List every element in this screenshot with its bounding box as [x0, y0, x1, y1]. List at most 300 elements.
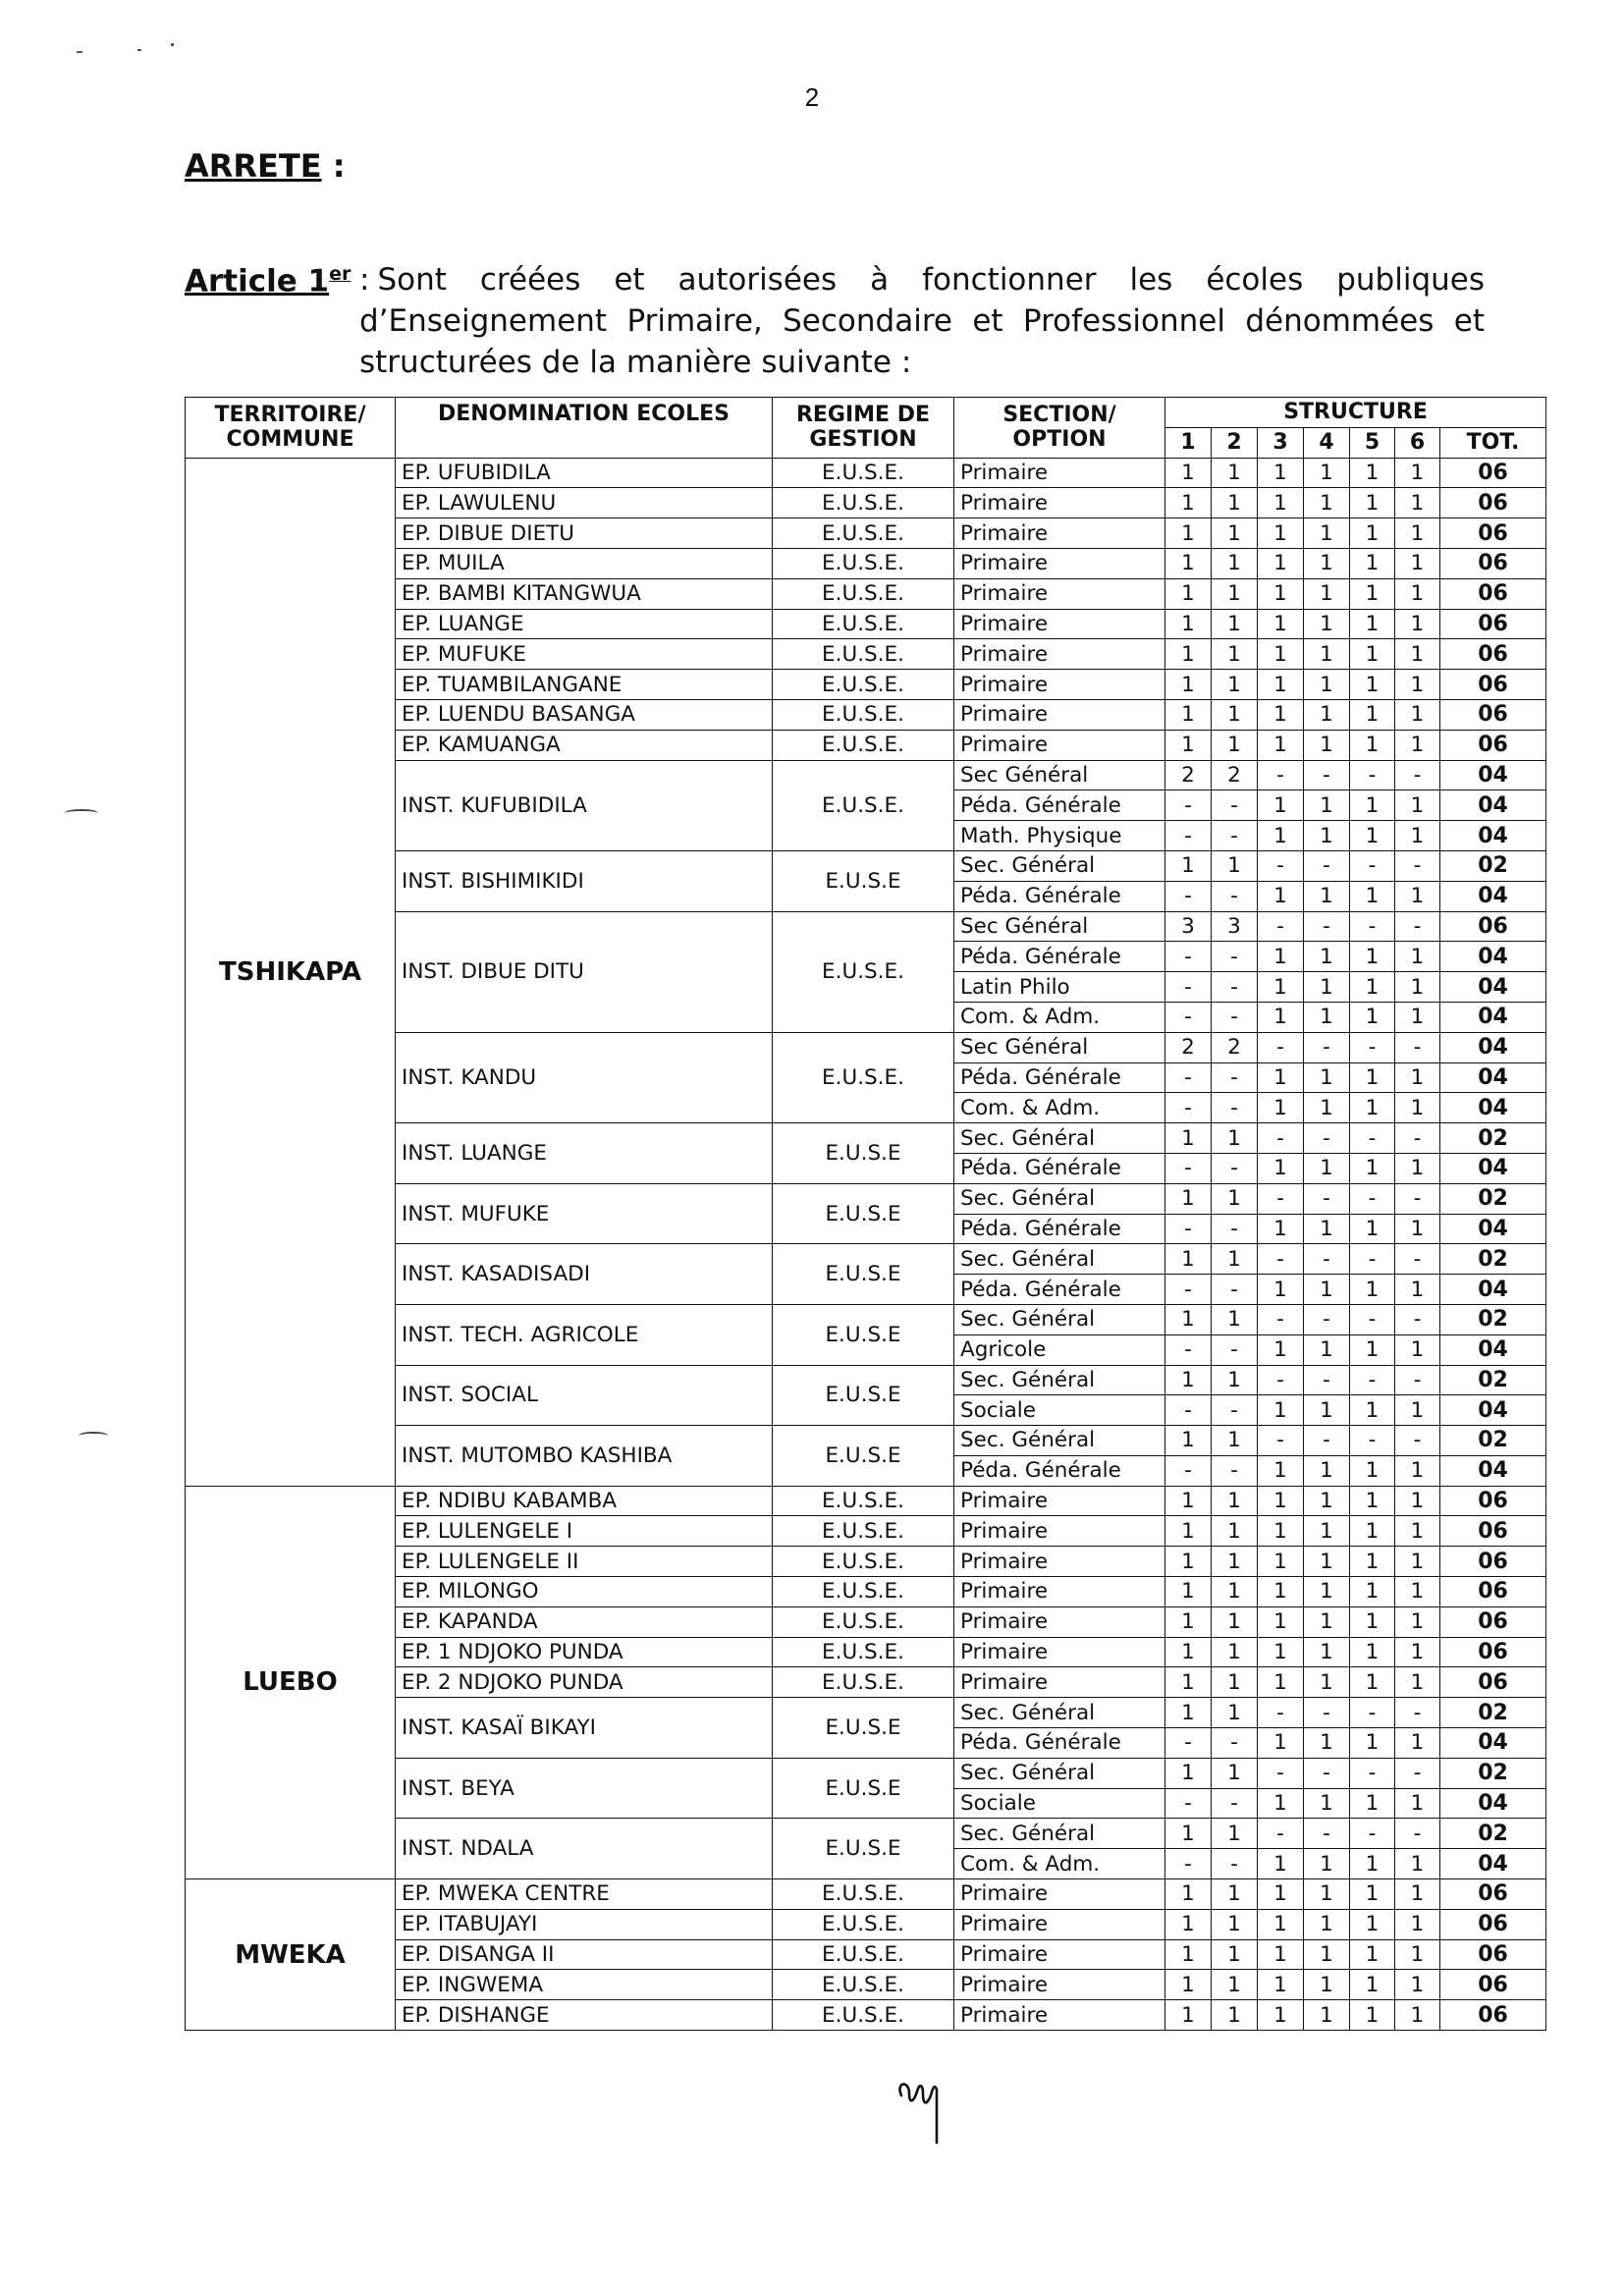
structure-cell-4: 1 [1304, 699, 1350, 730]
structure-cell-1: 1 [1165, 1244, 1212, 1275]
structure-cell-2: - [1212, 942, 1258, 972]
section-cell: Sec. Général [954, 1304, 1165, 1334]
structure-cell-3: 1 [1258, 1909, 1304, 1939]
structure-cell-3: 1 [1258, 1153, 1304, 1183]
header-col-1: 1 [1165, 427, 1212, 458]
structure-cell-1: 1 [1165, 488, 1212, 518]
section-cell: Primaire [954, 1577, 1165, 1607]
total-cell: 04 [1440, 1032, 1546, 1062]
structure-cell-1: 1 [1165, 578, 1212, 609]
structure-cell-5: - [1350, 1183, 1395, 1214]
regime-cell: E.U.S.E. [773, 1909, 954, 1939]
structure-cell-5: - [1350, 1426, 1395, 1456]
structure-cell-2: 1 [1212, 1486, 1258, 1516]
header-col-4: 4 [1304, 427, 1350, 458]
total-cell: 06 [1440, 518, 1546, 549]
section-cell: Sec Général [954, 1032, 1165, 1062]
total-cell: 04 [1440, 972, 1546, 1003]
total-cell: 06 [1440, 1547, 1546, 1577]
structure-cell-4: 1 [1304, 458, 1350, 488]
total-cell: 06 [1440, 1970, 1546, 2000]
structure-cell-3: 1 [1258, 699, 1304, 730]
structure-cell-4: 1 [1304, 639, 1350, 670]
structure-cell-1: 1 [1165, 458, 1212, 488]
structure-cell-3: 1 [1258, 1667, 1304, 1698]
structure-cell-4: - [1304, 1698, 1350, 1728]
regime-cell: E.U.S.E. [773, 1486, 954, 1516]
section-cell: Primaire [954, 1486, 1165, 1516]
section-cell: Primaire [954, 2000, 1165, 2031]
structure-cell-1: 1 [1165, 1365, 1212, 1395]
structure-cell-6: - [1395, 1032, 1440, 1062]
structure-cell-5: 1 [1350, 488, 1395, 518]
structure-cell-2: - [1212, 1214, 1258, 1244]
structure-cell-3: 1 [1258, 670, 1304, 700]
structure-cell-6: 1 [1395, 1516, 1440, 1547]
structure-cell-2: 1 [1212, 488, 1258, 518]
total-cell: 06 [1440, 1667, 1546, 1698]
structure-cell-4: - [1304, 1304, 1350, 1334]
structure-cell-6: 1 [1395, 1788, 1440, 1819]
total-cell: 06 [1440, 1606, 1546, 1637]
section-cell: Primaire [954, 730, 1165, 760]
section-cell: Sec. Général [954, 1183, 1165, 1214]
structure-cell-1: 1 [1165, 548, 1212, 578]
structure-cell-3: 1 [1258, 1516, 1304, 1547]
section-cell: Primaire [954, 1637, 1165, 1667]
section-cell: Agricole [954, 1334, 1165, 1365]
article-label-text: Article 1 [185, 263, 330, 299]
school-name: INST. DIBUE DITU [396, 911, 773, 1032]
total-cell: 06 [1440, 1486, 1546, 1516]
total-cell: 06 [1440, 1939, 1546, 1970]
structure-cell-2: 1 [1212, 850, 1258, 881]
section-cell: Primaire [954, 488, 1165, 518]
header-denomination: DENOMINATION ECOLES [396, 398, 773, 459]
structure-cell-5: - [1350, 1032, 1395, 1062]
structure-cell-1: 1 [1165, 1606, 1212, 1637]
school-name: INST. LUANGE [396, 1123, 773, 1184]
article-label-sup: er [329, 263, 352, 285]
structure-cell-4: 1 [1304, 942, 1350, 972]
structure-cell-5: - [1350, 1698, 1395, 1728]
total-cell: 02 [1440, 1426, 1546, 1456]
section-cell: Primaire [954, 1909, 1165, 1939]
decree-heading-text: ARRETE [185, 147, 322, 185]
structure-cell-3: 1 [1258, 1062, 1304, 1093]
structure-cell-5: 1 [1350, 1486, 1395, 1516]
regime-cell: E.U.S.E. [773, 760, 954, 850]
structure-cell-1: 1 [1165, 730, 1212, 760]
structure-cell-6: - [1395, 1758, 1440, 1788]
structure-cell-3: - [1258, 1426, 1304, 1456]
regime-cell: E.U.S.E. [773, 1637, 954, 1667]
structure-cell-2: 1 [1212, 1909, 1258, 1939]
structure-cell-5: 1 [1350, 548, 1395, 578]
structure-cell-1: 1 [1165, 1486, 1212, 1516]
structure-cell-3: 1 [1258, 1879, 1304, 1910]
structure-cell-1: 1 [1165, 1547, 1212, 1577]
structure-cell-3: 1 [1258, 1093, 1304, 1123]
structure-cell-4: 1 [1304, 881, 1350, 911]
structure-cell-3: - [1258, 1698, 1304, 1728]
regime-cell: E.U.S.E. [773, 609, 954, 639]
section-cell: Péda. Générale [954, 790, 1165, 821]
school-name: EP. MWEKA CENTRE [396, 1879, 773, 1910]
structure-cell-2: 1 [1212, 1879, 1258, 1910]
section-cell: Primaire [954, 578, 1165, 609]
structure-cell-1: 1 [1165, 670, 1212, 700]
structure-cell-1: 1 [1165, 609, 1212, 639]
structure-cell-5: 1 [1350, 1062, 1395, 1093]
structure-cell-3: 1 [1258, 1577, 1304, 1607]
structure-cell-4: 1 [1304, 1062, 1350, 1093]
structure-cell-6: - [1395, 1244, 1440, 1275]
regime-cell: E.U.S.E [773, 1304, 954, 1365]
structure-cell-6: 1 [1395, 1395, 1440, 1426]
section-cell: Primaire [954, 518, 1165, 549]
structure-cell-1: 1 [1165, 1758, 1212, 1788]
structure-cell-6: 1 [1395, 1577, 1440, 1607]
structure-cell-6: 1 [1395, 1002, 1440, 1032]
structure-cell-6: - [1395, 1304, 1440, 1334]
structure-cell-2: - [1212, 881, 1258, 911]
total-cell: 06 [1440, 639, 1546, 670]
structure-cell-1: 1 [1165, 518, 1212, 549]
structure-cell-3: 1 [1258, 881, 1304, 911]
structure-cell-3: 1 [1258, 1395, 1304, 1426]
total-cell: 06 [1440, 1879, 1546, 1910]
structure-cell-4: - [1304, 1123, 1350, 1154]
structure-cell-3: 1 [1258, 790, 1304, 821]
structure-cell-3: 1 [1258, 518, 1304, 549]
section-cell: Sec. Général [954, 1758, 1165, 1788]
table-row [186, 458, 1546, 488]
structure-cell-6: 1 [1395, 1214, 1440, 1244]
structure-cell-3: 1 [1258, 639, 1304, 670]
structure-cell-5: - [1350, 1758, 1395, 1788]
structure-cell-5: 1 [1350, 1093, 1395, 1123]
structure-cell-2: 1 [1212, 1123, 1258, 1154]
structure-cell-6: - [1395, 850, 1440, 881]
structure-cell-4: 1 [1304, 1849, 1350, 1879]
structure-cell-6: 1 [1395, 972, 1440, 1003]
structure-cell-5: 1 [1350, 942, 1395, 972]
structure-cell-4: 1 [1304, 790, 1350, 821]
structure-cell-3: 1 [1258, 1637, 1304, 1667]
structure-cell-6: 1 [1395, 670, 1440, 700]
structure-cell-3: - [1258, 911, 1304, 942]
structure-cell-5: 1 [1350, 1516, 1395, 1547]
regime-cell: E.U.S.E. [773, 639, 954, 670]
structure-cell-2: 1 [1212, 1939, 1258, 1970]
structure-cell-5: 1 [1350, 1879, 1395, 1910]
structure-cell-1: - [1165, 1455, 1212, 1486]
regime-cell: E.U.S.E. [773, 1939, 954, 1970]
structure-cell-6: 1 [1395, 1093, 1440, 1123]
section-cell: Sec. Général [954, 1426, 1165, 1456]
structure-cell-6: 1 [1395, 639, 1440, 670]
scan-speck [77, 51, 82, 53]
total-cell: 06 [1440, 1577, 1546, 1607]
regime-cell: E.U.S.E. [773, 911, 954, 1032]
structure-cell-1: - [1165, 1788, 1212, 1819]
structure-cell-4: 1 [1304, 1606, 1350, 1637]
structure-cell-2: 1 [1212, 1183, 1258, 1214]
total-cell: 06 [1440, 458, 1546, 488]
structure-cell-6: 1 [1395, 1939, 1440, 1970]
total-cell: 02 [1440, 1304, 1546, 1334]
structure-cell-1: 1 [1165, 2000, 1212, 2031]
school-name: EP. DIBUE DIETU [396, 518, 773, 549]
total-cell: 04 [1440, 1214, 1546, 1244]
structure-cell-5: 1 [1350, 609, 1395, 639]
section-cell: Sec. Général [954, 1244, 1165, 1275]
section-cell: Sec Général [954, 760, 1165, 790]
section-cell: Péda. Générale [954, 1275, 1165, 1305]
structure-cell-5: 1 [1350, 1275, 1395, 1305]
total-cell: 04 [1440, 1728, 1546, 1759]
structure-cell-4: - [1304, 1365, 1350, 1395]
structure-cell-5: 1 [1350, 1788, 1395, 1819]
total-cell: 06 [1440, 488, 1546, 518]
section-cell: Primaire [954, 1970, 1165, 2000]
structure-cell-4: - [1304, 1032, 1350, 1062]
structure-cell-1: 2 [1165, 760, 1212, 790]
section-cell: Sec. Général [954, 1819, 1165, 1849]
section-cell: Péda. Générale [954, 1728, 1165, 1759]
structure-cell-2: - [1212, 1153, 1258, 1183]
structure-cell-2: 1 [1212, 1637, 1258, 1667]
header-regime: REGIME DE GESTION [773, 398, 954, 459]
regime-cell: E.U.S.E. [773, 1606, 954, 1637]
structure-cell-5: 1 [1350, 1547, 1395, 1577]
structure-cell-1: - [1165, 1334, 1212, 1365]
structure-cell-6: 1 [1395, 1153, 1440, 1183]
total-cell: 06 [1440, 670, 1546, 700]
structure-cell-2: - [1212, 1002, 1258, 1032]
structure-cell-5: 1 [1350, 1002, 1395, 1032]
total-cell: 04 [1440, 790, 1546, 821]
section-cell: Primaire [954, 1667, 1165, 1698]
total-cell: 06 [1440, 609, 1546, 639]
structure-cell-5: 1 [1350, 458, 1395, 488]
structure-cell-5: - [1350, 911, 1395, 942]
structure-cell-4: 1 [1304, 1275, 1350, 1305]
regime-cell: E.U.S.E [773, 1698, 954, 1759]
header-structure: STRUCTURE [1165, 398, 1546, 428]
structure-cell-3: 1 [1258, 548, 1304, 578]
signature-initials [895, 2076, 954, 2145]
structure-cell-1: - [1165, 972, 1212, 1003]
structure-cell-4: 1 [1304, 821, 1350, 851]
structure-cell-6: 1 [1395, 730, 1440, 760]
decree-heading-colon: : [332, 147, 346, 185]
section-cell: Péda. Générale [954, 1214, 1165, 1244]
total-cell: 06 [1440, 2000, 1546, 2031]
section-cell: Sec. Général [954, 1123, 1165, 1154]
structure-cell-5: 1 [1350, 1667, 1395, 1698]
regime-cell: E.U.S.E. [773, 1516, 954, 1547]
structure-cell-2: 3 [1212, 911, 1258, 942]
structure-cell-4: - [1304, 760, 1350, 790]
structure-cell-4: 1 [1304, 1879, 1350, 1910]
territory-cell: MWEKA [186, 1879, 396, 2031]
structure-cell-2: - [1212, 1062, 1258, 1093]
school-name: EP. KAMUANGA [396, 730, 773, 760]
structure-cell-2: - [1212, 972, 1258, 1003]
school-name: INST. MUFUKE [396, 1183, 773, 1244]
structure-cell-1: - [1165, 1275, 1212, 1305]
structure-cell-5: 1 [1350, 1939, 1395, 1970]
school-name: EP. MUILA [396, 548, 773, 578]
structure-cell-1: - [1165, 1395, 1212, 1426]
structure-cell-4: - [1304, 1426, 1350, 1456]
total-cell: 02 [1440, 1758, 1546, 1788]
structure-cell-5: 1 [1350, 790, 1395, 821]
structure-cell-5: 1 [1350, 1970, 1395, 2000]
structure-cell-3: 1 [1258, 1547, 1304, 1577]
header-col-5: 5 [1350, 427, 1395, 458]
structure-cell-4: 1 [1304, 518, 1350, 549]
total-cell: 06 [1440, 730, 1546, 760]
structure-cell-6: 1 [1395, 578, 1440, 609]
structure-cell-3: 1 [1258, 821, 1304, 851]
total-cell: 06 [1440, 578, 1546, 609]
header-col-total: TOT. [1440, 427, 1546, 458]
school-name: EP. ITABUJAYI [396, 1909, 773, 1939]
structure-cell-5: 1 [1350, 670, 1395, 700]
structure-cell-4: 1 [1304, 1153, 1350, 1183]
structure-cell-4: 1 [1304, 730, 1350, 760]
structure-cell-1: - [1165, 1849, 1212, 1879]
section-cell: Primaire [954, 639, 1165, 670]
structure-cell-3: 1 [1258, 2000, 1304, 2031]
structure-cell-6: 1 [1395, 1637, 1440, 1667]
structure-cell-5: 1 [1350, 1728, 1395, 1759]
structure-cell-1: 1 [1165, 1426, 1212, 1456]
structure-cell-2: 1 [1212, 730, 1258, 760]
regime-cell: E.U.S.E [773, 1365, 954, 1426]
structure-cell-6: 1 [1395, 1970, 1440, 2000]
total-cell: 04 [1440, 1788, 1546, 1819]
structure-cell-6: - [1395, 1819, 1440, 1849]
structure-cell-2: 1 [1212, 1304, 1258, 1334]
structure-cell-5: 1 [1350, 1909, 1395, 1939]
structure-cell-6: 1 [1395, 458, 1440, 488]
structure-cell-6: 1 [1395, 488, 1440, 518]
total-cell: 02 [1440, 850, 1546, 881]
article-label [185, 263, 351, 299]
regime-cell: E.U.S.E. [773, 1667, 954, 1698]
structure-cell-5: - [1350, 850, 1395, 881]
structure-cell-6: 1 [1395, 1275, 1440, 1305]
structure-cell-6: - [1395, 1365, 1440, 1395]
structure-cell-4: 1 [1304, 1395, 1350, 1426]
total-cell: 04 [1440, 881, 1546, 911]
section-cell: Com. & Adm. [954, 1093, 1165, 1123]
section-cell: Primaire [954, 1516, 1165, 1547]
structure-cell-1: 1 [1165, 1909, 1212, 1939]
total-cell: 06 [1440, 548, 1546, 578]
structure-cell-4: 1 [1304, 1939, 1350, 1970]
structure-cell-2: 1 [1212, 1365, 1258, 1395]
school-name: EP. LUENDU BASANGA [396, 699, 773, 730]
structure-cell-3: 1 [1258, 942, 1304, 972]
scan-speck [171, 43, 174, 46]
structure-cell-1: 1 [1165, 1819, 1212, 1849]
section-cell: Primaire [954, 670, 1165, 700]
regime-cell: E.U.S.E [773, 1758, 954, 1819]
structure-cell-3: 1 [1258, 972, 1304, 1003]
total-cell: 02 [1440, 1698, 1546, 1728]
structure-cell-3: 1 [1258, 488, 1304, 518]
structure-cell-2: 1 [1212, 1819, 1258, 1849]
structure-cell-5: 1 [1350, 2000, 1395, 2031]
table-row [186, 1486, 1546, 1516]
school-name: INST. MUTOMBO KASHIBA [396, 1426, 773, 1487]
structure-cell-6: 1 [1395, 609, 1440, 639]
structure-cell-3: 1 [1258, 1002, 1304, 1032]
structure-cell-3: - [1258, 1819, 1304, 1849]
structure-cell-4: 1 [1304, 1788, 1350, 1819]
structure-cell-4: 1 [1304, 548, 1350, 578]
school-name: INST. TECH. AGRICOLE [396, 1304, 773, 1365]
structure-cell-5: 1 [1350, 1577, 1395, 1607]
structure-cell-5: 1 [1350, 1455, 1395, 1486]
school-name: EP. NDIBU KABAMBA [396, 1486, 773, 1516]
article-colon: : [359, 262, 370, 298]
structure-cell-3: - [1258, 1758, 1304, 1788]
structure-cell-5: - [1350, 1244, 1395, 1275]
structure-cell-1: - [1165, 881, 1212, 911]
structure-cell-5: 1 [1350, 518, 1395, 549]
school-name: EP. 1 NDJOKO PUNDA [396, 1637, 773, 1667]
structure-cell-5: 1 [1350, 1334, 1395, 1365]
structure-cell-4: 1 [1304, 1728, 1350, 1759]
structure-cell-2: - [1212, 1395, 1258, 1426]
structure-cell-4: 1 [1304, 972, 1350, 1003]
structure-cell-1: - [1165, 1728, 1212, 1759]
section-cell: Sec. Général [954, 850, 1165, 881]
article-body [359, 259, 1485, 383]
structure-cell-4: 1 [1304, 1486, 1350, 1516]
structure-cell-1: 1 [1165, 1637, 1212, 1667]
structure-cell-4: 1 [1304, 670, 1350, 700]
structure-cell-3: 1 [1258, 1455, 1304, 1486]
structure-cell-1: - [1165, 1002, 1212, 1032]
structure-cell-6: 1 [1395, 2000, 1440, 2031]
structure-cell-2: 1 [1212, 548, 1258, 578]
structure-cell-2: 1 [1212, 578, 1258, 609]
structure-cell-6: 1 [1395, 1849, 1440, 1879]
regime-cell: E.U.S.E. [773, 1879, 954, 1910]
structure-cell-1: - [1165, 1093, 1212, 1123]
section-cell: Primaire [954, 699, 1165, 730]
structure-cell-1: 1 [1165, 699, 1212, 730]
structure-cell-2: - [1212, 821, 1258, 851]
table-body [186, 458, 1546, 2030]
structure-cell-4: 1 [1304, 1637, 1350, 1667]
structure-cell-6: 1 [1395, 1909, 1440, 1939]
structure-cell-2: - [1212, 1728, 1258, 1759]
total-cell: 04 [1440, 760, 1546, 790]
structure-cell-4: - [1304, 850, 1350, 881]
structure-cell-6: 1 [1395, 1728, 1440, 1759]
total-cell: 04 [1440, 1093, 1546, 1123]
structure-cell-2: 1 [1212, 609, 1258, 639]
structure-cell-3: - [1258, 1032, 1304, 1062]
